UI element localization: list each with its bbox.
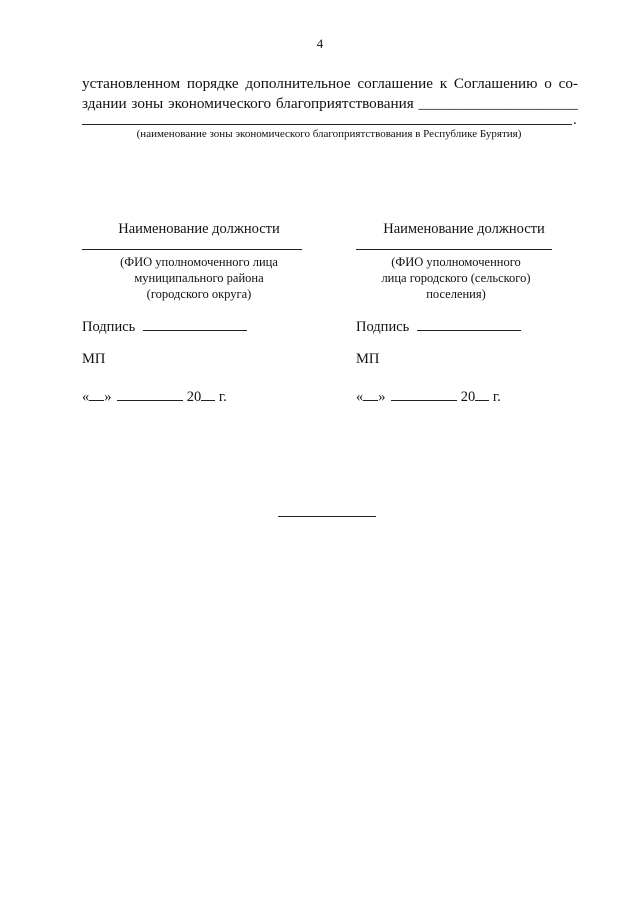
left-signature-row bbox=[82, 316, 247, 336]
left-signature-label: Подпись bbox=[82, 319, 136, 335]
end-of-document-rule bbox=[278, 516, 376, 517]
left-day-blank bbox=[89, 386, 104, 401]
right-date-year: 20 bbox=[460, 389, 476, 405]
right-caption-line-2: лица городского (сельского) bbox=[381, 271, 531, 285]
page-number: 4 bbox=[316, 36, 324, 51]
right-date-suffix: г. bbox=[492, 389, 501, 405]
right-year-blank bbox=[475, 386, 489, 401]
left-caption-line-2: муниципального района bbox=[134, 271, 264, 285]
left-position-title: Наименование должности bbox=[118, 221, 280, 237]
paragraph-line-1: установленном порядке дополнительное соглашение к Соглашению о со- bbox=[82, 75, 578, 92]
left-month-blank bbox=[117, 386, 183, 401]
right-signature-row bbox=[356, 316, 521, 336]
right-name-line bbox=[356, 249, 552, 250]
right-date-row bbox=[356, 386, 501, 406]
left-caption-line-3: (городского округа) bbox=[146, 287, 252, 301]
left-caption-line-1: (ФИО уполномоченного лица bbox=[120, 255, 278, 269]
left-official-caption bbox=[82, 254, 316, 302]
right-caption-line-3: поселения) bbox=[426, 287, 486, 301]
zone-name-fill-line bbox=[82, 124, 572, 125]
right-stamp: МП bbox=[356, 351, 380, 367]
zone-name-caption: (наименование зоны экономического благоприятствования в Республике Бурятия) bbox=[136, 128, 522, 140]
left-name-line bbox=[82, 249, 302, 250]
paragraph-end-dot: . bbox=[573, 112, 577, 128]
left-date-row bbox=[82, 386, 227, 406]
right-position-title: Наименование должности bbox=[383, 221, 545, 237]
left-date-year: 20 bbox=[186, 389, 202, 405]
right-date-open: « bbox=[356, 389, 364, 405]
paragraph-line-2-text: здании зоны экономического благоприятствования bbox=[82, 95, 414, 112]
right-caption-line-1: (ФИО уполномоченного bbox=[391, 255, 521, 269]
right-day-blank bbox=[363, 386, 378, 401]
agreement-paragraph bbox=[82, 74, 578, 114]
right-month-blank bbox=[391, 386, 457, 401]
right-official-caption bbox=[356, 254, 556, 302]
zone-name-blank: _____________________ bbox=[418, 95, 578, 112]
left-stamp: МП bbox=[82, 351, 106, 367]
right-signature-line bbox=[417, 316, 521, 331]
right-signature-label: Подпись bbox=[356, 319, 410, 335]
paragraph-line-2 bbox=[82, 94, 578, 114]
left-year-blank bbox=[201, 386, 215, 401]
left-date-suffix: г. bbox=[218, 389, 227, 405]
right-date-close: » bbox=[378, 389, 386, 405]
left-date-close: » bbox=[104, 389, 112, 405]
left-date-open: « bbox=[82, 389, 90, 405]
left-signature-line bbox=[143, 316, 247, 331]
